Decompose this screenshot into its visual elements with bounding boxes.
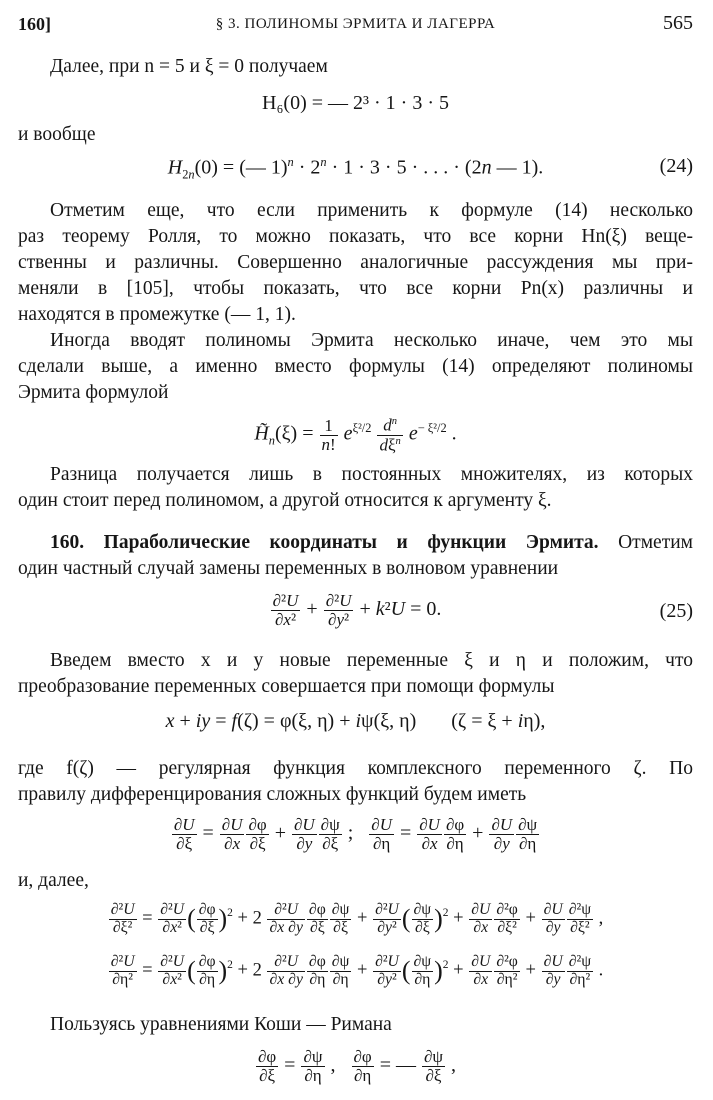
text-line: один частный случай замены переменных в волновом уравнении: [18, 558, 559, 579]
text-line: Иногда вводят полиномы Эрмита несколько иначе, чем это мы: [50, 330, 693, 351]
text-line: и, далее,: [18, 870, 89, 891]
text-line: и вообще: [18, 124, 96, 145]
text-line: Далее, при n = 5 и ξ = 0 получаем: [50, 56, 328, 77]
page-number: 565: [663, 12, 693, 34]
section-heading-line: 160. Параболические координаты и функции Эрмита. Отметим: [50, 532, 693, 553]
text-line: преобразование переменных совершается при помощи формулы: [18, 676, 555, 697]
text-line: где f(ζ) — регулярная функция комплексного переменного ζ. По: [18, 758, 693, 779]
text-line: Разница получается лишь в постоянных множителях, из которых: [50, 464, 693, 485]
equation-first-derivatives: $\frac{\partial U}{\partial\xi}$ = $\frac{\partial U}{\partial x}$ $\frac{\partial\varphi}{\partial\xi}$ + $\frac{\partial U}{\partial y}$ $\frac{\partial\psi}{\partial\xi}$ ; $\frac{\partial U}{\partial\eta}$ = $\frac{\partial U}{\partial x}$ $\frac{\partial\varphi}{\partial\eta}$ + $\frac{\partial U}{\partial y}$ $\frac{\partial\psi}{\partial\eta}$: [173, 815, 538, 853]
text-line: Эрмита формулой: [18, 382, 169, 403]
text-line: один стоит перед полиномом, а другой относится к аргументу ξ.: [18, 490, 552, 511]
equation-modified-hermite: $H̃_n(\xi)$ = $\frac{1}{n!}$ $e^{\xi^2/2}$ $\frac{d^n}{d\xi^n}$ $e^{- \xi^2/2}$ .: [254, 415, 457, 455]
section-number: 160]: [18, 14, 51, 34]
text-line: ственны и различны. Совершенно аналогичные рассуждения мы при-: [18, 252, 693, 273]
section-heading: 160. Параболические координаты и функции Эрмита.: [50, 532, 599, 553]
equation-number: (25): [659, 600, 693, 622]
book-page: 160] § 3. ПОЛИНОМЫ ЭРМИТА И ЛАГЕРРА 565 Далее, при n = 5 и ξ = 0 получаем H₆(0) = — 2³ · 1 · 3 · 5 и вообще $H_{2n}(0)$ = (— $1)^n \cdot 2^n \cdot 1 \cdot 3 \cdot 5$ · . . . · (2n — 1). (24) Отметим еще, что если применить к формуле (14) несколько раз теорему Ролля, то можно показать, что все корни Hn(ξ) веще- ственны и различны. Совершенно аналогичные рассуждения мы при- меняли в [105], чтобы показать, что все корни Pn(x) различны и находятся в промежутке (— 1, 1). Иногда вводят полиномы Эрмита несколько иначе, чем это мы сделали выше, а именно вместо формулы (14) определяют полиномы Эрмита формулой $H̃_n(\xi)$ = $\frac{1}{n!}$ $e^{\xi^2/2}$ $\frac{d^n}{d\xi^n}$ $e^{- \xi^2/2}$ . Разница получается лишь в постоянных множителях, из которых один стоит перед полиномом, а другой относится к аргументу ξ. 160. Параболические координаты и функции Эрмита. Отметим один частный случай замены переменных в волновом уравнении $\frac{\text{∂²U}}{\text{∂x²}}$ + $\frac{\text{∂²U}}{\text{∂y²}}$ + k²U = 0. (25) Введем вместо x и y новые переменные ξ и η и положим, что преобразование переменных совершается при помощи формулы x + iy = f(ζ) = φ(ξ, η) + iψ(ξ, η) (ζ = ξ + iη), где f(ζ) — регулярная функция комплексного переменного ζ. По правилу дифференцирования сложных функций будем иметь $\frac{\partial U}{\partial\xi}$ = $\frac{\partial U}{\partial x}$ $\frac{\partial\varphi}{\partial\xi}$ + $\frac{\partial U}{\partial y}$ $\frac{\partial\psi}{\partial\xi}$ ; $\frac{\partial U}{\partial\eta}$ = $\frac{\partial U}{\partial x}$ $\frac{\partial\varphi}{\partial\eta}$ + $\frac{\partial U}{\partial y}$ $\frac{\partial\psi}{\partial\eta}$ и, далее, $\frac{\text{∂²U}}{\text{∂ξ²}}$ = $\frac{\text{∂²U}}{\text{∂x²}}$ ( $\frac{\partial\varphi}{\partial\xi}$ )$^2$ + 2 $\frac{\text{∂²U}}{\partial x \partial y}$ $\frac{\partial\varphi}{\partial\xi}$ $\frac{\partial\psi}{\partial\xi}$ + $\frac{\text{∂²U}}{\text{∂y²}}$ ( $\frac{\partial\psi}{\partial\xi}$ )$^2$ + $\frac{\partial U}{\partial x}$ $\frac{\text{∂²φ}}{\text{∂ξ²}}$ + $\frac{\partial U}{\partial y}$ $\frac{\text{∂²ψ}}{\text{∂ξ²}}$ , $\frac{\text{∂²U}}{\text{∂η²}}$ = $\frac{\text{∂²U}}{\text{∂x²}}$ ( $\frac{\partial\varphi}{\partial\eta}$ )$^2$ + 2 $\frac{\text{∂²U}}{\partial x \partial y}$ $\frac{\partial\varphi}{\partial\eta}$ $\frac{\partial\psi}{\partial\eta}$ + $\frac{\text{∂²U}}{\text{∂y²}}$ ( $\frac{\partial\psi}{\partial\eta}$ )$^2$ + $\frac{\partial U}{\partial x}$ $\frac{\text{∂²φ}}{\text{∂η²}}$ + $\frac{\partial U}{\partial y}$ $\frac{\text{∂²ψ}}{\text{∂η²}}$ . Пользуясь уравнениями Коши — Римана $\frac{\partial\varphi}{\partial\xi}$ = $\frac{\partial\psi}{\partial\eta}$ , $\frac{\partial\varphi}{\partial\eta}$ = — $\frac{\partial\psi}{\partial\xi}$ ,: [0, 0, 713, 1100]
equation-second-derivative-xi: $\frac{\text{∂²U}}{\text{∂ξ²}}$ = $\frac{\text{∂²U}}{\text{∂x²}}$ ( $\frac{\partial\varphi}{\partial\xi}$ )$^2$ + 2 $\frac{\text{∂²U}}{\partial x \partial y}$ $\frac{\partial\varphi}{\partial\xi}$ $\frac{\partial\psi}{\partial\xi}$ + $\frac{\text{∂²U}}{\text{∂y²}}$ ( $\frac{\partial\psi}{\partial\xi}$ )$^2$ + $\frac{\partial U}{\partial x}$ $\frac{\text{∂²φ}}{\text{∂ξ²}}$ + $\frac{\partial U}{\partial y}$ $\frac{\text{∂²ψ}}{\text{∂ξ²}}$ ,: [110, 901, 604, 936]
chapter-title: § 3. ПОЛИНОМЫ ЭРМИТА И ЛАГЕРРА: [215, 16, 496, 32]
text-line: сделали выше, а именно вместо формулы (14) определяют полиномы: [18, 356, 693, 377]
running-header: [18, 10, 693, 40]
text-line: меняли в [105], чтобы показать, что все корни Pn(x) различны и: [18, 278, 693, 299]
equation-second-derivative-eta: $\frac{\text{∂²U}}{\text{∂η²}}$ = $\frac{\text{∂²U}}{\text{∂x²}}$ ( $\frac{\partial\varphi}{\partial\eta}$ )$^2$ + 2 $\frac{\text{∂²U}}{\partial x \partial y}$ $\frac{\partial\varphi}{\partial\eta}$ $\frac{\partial\psi}{\partial\eta}$ + $\frac{\text{∂²U}}{\text{∂y²}}$ ( $\frac{\partial\psi}{\partial\eta}$ )$^2$ + $\frac{\partial U}{\partial x}$ $\frac{\text{∂²φ}}{\text{∂η²}}$ + $\frac{\partial U}{\partial y}$ $\frac{\text{∂²ψ}}{\text{∂η²}}$ .: [110, 953, 604, 988]
text-line: раз теорему Ролля, то можно показать, что все корни Hn(ξ) веще-: [18, 226, 693, 247]
text-line: Отметим еще, что если применить к формуле (14) несколько: [50, 200, 693, 221]
equation-number: (24): [659, 155, 693, 177]
text-line: Пользуясь уравнениями Коши — Римана: [50, 1014, 392, 1035]
equation-25: $\frac{\text{∂²U}}{\text{∂x²}}$ + $\frac{\text{∂²U}}{\text{∂y²}}$ + k²U = 0. (25): [272, 591, 693, 629]
text-line: находятся в промежутке (— 1, 1).: [18, 304, 296, 325]
equation-cauchy-riemann: $\frac{\partial\varphi}{\partial\xi}$ = $\frac{\partial\psi}{\partial\eta}$ , $\frac{\partial\varphi}{\partial\eta}$ = — $\frac{\partial\psi}{\partial\xi}$ ,: [257, 1047, 457, 1085]
text-line: правилу дифференцирования сложных функций будем иметь: [18, 784, 527, 805]
text-line: Введем вместо x и y новые переменные ξ и η и положим, что: [50, 650, 693, 671]
